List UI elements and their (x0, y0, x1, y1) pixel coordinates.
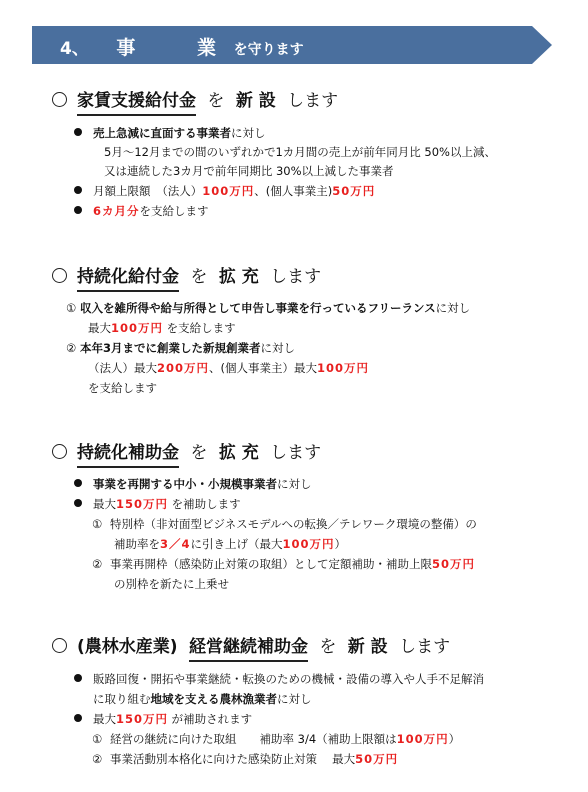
s2-i2-line2 (88, 360, 369, 376)
banner-number: 4、 (60, 39, 89, 59)
s1-b1-rest: に対し (231, 126, 266, 140)
banner-keyword-1: 事 (116, 37, 138, 59)
s4-sub1-text: 経営の継続に向けた取組 補助率 3/4（補助上限額は (109, 732, 397, 746)
bullet-dot-icon (74, 128, 82, 136)
s2-item-2 (66, 340, 295, 356)
banner-subtitle: を守ります (233, 42, 304, 58)
s4-b2-rest: が補助されます (171, 712, 253, 726)
s2-i2-l2-pre: （法人）最大 (88, 361, 157, 375)
section-banner (32, 26, 552, 64)
s2-i2-l2-mid: 、(個人事業主）最大 (209, 361, 318, 375)
s4-b1-l2-pre: に取り組む (93, 692, 151, 706)
s1-b1-bold: 売上急減に直面する事業者 (93, 126, 231, 140)
banner-keyword-2: 業 (197, 37, 219, 59)
s2-i2-bold: 本年3月までに創業した新規創業者 (79, 341, 261, 355)
s1-suffix: します (287, 91, 339, 111)
s1-action: 新 設 (235, 91, 276, 111)
s3-sub2-pre: 事業再開枠（感染防止対策の取組）として定額補助・補助上限 (109, 557, 432, 571)
s4-sub-2 (92, 751, 398, 767)
s2-particle: を (190, 267, 208, 287)
circle-icon (52, 268, 67, 283)
s2-i1-l2-pre: 最大 (88, 321, 111, 335)
s1-bullet-1 (74, 125, 266, 141)
s2-i1-l2-amount: 100万円 (111, 321, 164, 335)
s4-sub2-amount: 50万円 (355, 752, 399, 766)
s4-particle: を (319, 637, 337, 657)
s4-bullet-2 (74, 711, 252, 727)
s4-b1-l2-rest: に対し (277, 692, 312, 706)
circle-icon (52, 444, 67, 459)
s2-i2-l2-amount-1: 200万円 (157, 361, 210, 375)
s4-sub-1 (92, 731, 460, 747)
s2-title: 持続化給付金 (77, 267, 179, 292)
s3-title: 持続化補助金 (77, 443, 179, 468)
circle-icon (52, 92, 67, 107)
s4-suffix: します (399, 637, 451, 657)
s1-title: 家賃支援給付金 (77, 91, 196, 116)
s1-b2-amount-1: 100万円 (202, 184, 255, 198)
s2-suffix: します (270, 267, 322, 287)
s1-b2-mid: 、(個人事業主) (254, 184, 333, 198)
s2-i2-rest: に対し (260, 341, 295, 355)
s3-particle: を (190, 443, 208, 463)
bullet-dot-icon (74, 186, 82, 194)
s2-item-1 (66, 300, 470, 316)
s4-sub1-amount: 100万円 (396, 732, 449, 746)
s2-i1-rest: に対し (435, 301, 471, 315)
s2-action: 拡 充 (218, 267, 259, 287)
s1-b2-amount-2: 50万円 (332, 184, 376, 198)
s1-b2-pre: 月額上限額 （法人） (93, 184, 203, 198)
s4-title: 経営継続補助金 (189, 637, 308, 662)
s3-sub2-line2: の別枠を新たに上乗せ (114, 577, 229, 591)
s3-b2-amount: 150万円 (116, 497, 169, 511)
bullet-dot-icon (74, 499, 82, 507)
s1-b1-line3: 又は連続した3カ月で前年同期比 30%以上減した事業者 (104, 164, 394, 178)
s1-heading (52, 86, 338, 111)
s3-sub1-l2-rate: 3／4 (160, 537, 191, 551)
s2-i2-line3: を支給します (88, 381, 157, 395)
s1-b1-line2: 5月～12月までの間のいずれかで1カ月間の売上が前年同月比 50%以上減、 (104, 145, 496, 159)
s4-prefix: (農林水産業) (77, 637, 178, 657)
s3-sub1-l2-pre: 補助率を (114, 537, 160, 551)
s2-i1-bold: 収入を雑所得や給与所得として申告し事業を行っているフリーランス (79, 301, 436, 315)
s2-i2-l2-amount-2: 100万円 (317, 361, 370, 375)
banner-title (60, 33, 304, 60)
s3-sub-1 (92, 516, 477, 532)
s3-heading (52, 438, 321, 463)
bullet-dot-icon (74, 674, 82, 682)
s1-bullet-3 (74, 203, 209, 219)
s3-sub1-l2-amount: 100万円 (282, 537, 335, 551)
s3-b2-rest: を補助します (171, 497, 241, 511)
s4-bullet-1 (74, 671, 484, 687)
s1-bullet-2 (74, 183, 375, 199)
s3-sub2-num: ② (92, 557, 103, 571)
s3-sub1-line2 (114, 536, 346, 552)
s3-sub1-num: ① (92, 517, 103, 531)
circle-icon (52, 638, 67, 653)
s1-b3-rest: を支給します (139, 204, 209, 218)
s4-heading (52, 632, 450, 657)
s3-sub1-text: 特別枠（非対面型ビジネスモデルへの転換／テレワーク環境の整備）の (109, 517, 477, 531)
s4-action: 新 設 (347, 637, 388, 657)
s4-b1-l2-bold: 地域を支える農林漁業者 (150, 692, 277, 706)
s4-b1-text: 販路回復・開拓や事業継続・転換のための機械・設備の導入や人手不足解消 (93, 672, 484, 686)
s3-b1-rest: に対し (277, 477, 312, 491)
s3-b2-pre: 最大 (93, 497, 116, 511)
s2-heading (52, 262, 321, 287)
s2-i1-num: ① (66, 301, 77, 315)
s4-sub1-num: ① (92, 732, 103, 746)
s4-b1-line2 (93, 691, 312, 707)
s2-i1-l2-rest: を支給します (166, 321, 236, 335)
bullet-dot-icon (74, 714, 82, 722)
bullet-dot-icon (74, 206, 82, 214)
s1-particle: を (207, 91, 225, 111)
s3-sub1-l2-mid: に引き上げ（最大 (190, 537, 283, 551)
s3-bullet-1 (74, 476, 312, 492)
s3-sub-2 (92, 556, 475, 572)
s4-sub2-text: 事業活動別本格化に向けた感染防止対策 最大 (109, 752, 356, 766)
s4-b2-amount: 150万円 (116, 712, 169, 726)
s3-b1-bold: 事業を再開する中小・小規模事業者 (93, 477, 277, 491)
s3-action: 拡 充 (218, 443, 259, 463)
s4-b2-pre: 最大 (93, 712, 116, 726)
s4-sub1-post: ） (448, 732, 461, 746)
s3-suffix: します (270, 443, 322, 463)
s1-b3-red: 6カ月分 (93, 204, 140, 218)
s3-sub2-amount: 50万円 (431, 557, 475, 571)
s2-i1-line2 (88, 320, 236, 336)
s3-bullet-2 (74, 496, 241, 512)
s3-sub1-l2-post: ） (334, 537, 347, 551)
bullet-dot-icon (74, 479, 82, 487)
s4-sub2-num: ② (92, 752, 103, 766)
s2-i2-num: ② (66, 341, 77, 355)
